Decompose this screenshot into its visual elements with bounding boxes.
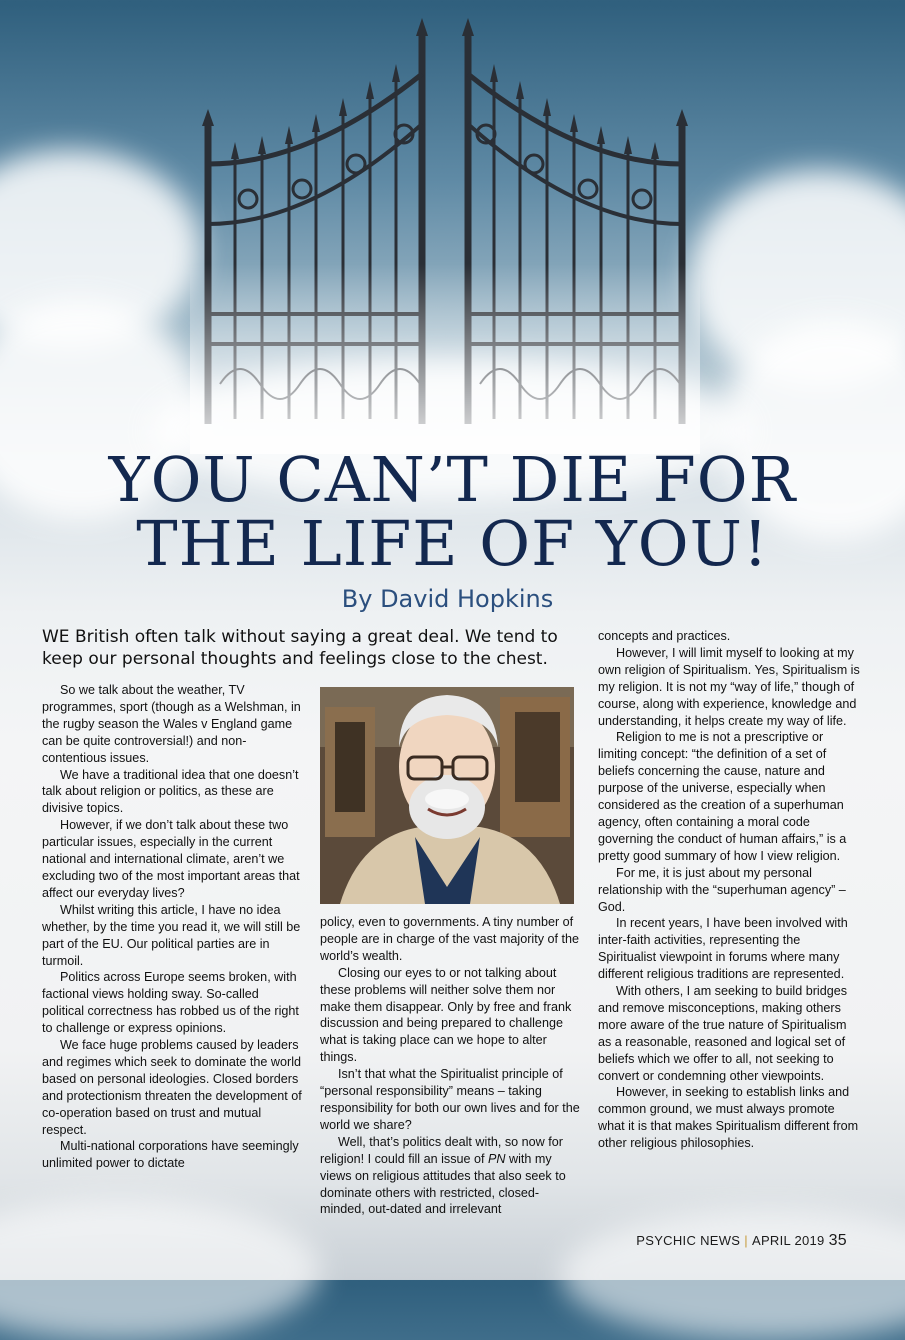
- page-footer: [636, 1232, 847, 1250]
- paragraph: Closing our eyes to or not talking about these problems will neither solve them nor make them disappear. Only by free and frank discussion and being prepared to challenge what is taking place can we hope to alter things.: [320, 965, 572, 1065]
- paragraph: We have a traditional idea that one doesn’t talk about religion or politics, as these are divisive topics.: [42, 767, 299, 816]
- paragraph: For me, it is just about my personal relationship with the “superhuman agency” – God.: [598, 865, 846, 914]
- paragraph: Whilst writing this article, I have no idea whether, by the time you read it, we will still be part of the EU. Our political parties are in turmoil.: [42, 902, 301, 968]
- paragraph: policy, even to governments. A tiny number of people are in charge of the vast majority of the world’s wealth.: [320, 915, 580, 963]
- cloud: [560, 1210, 905, 1340]
- intro-paragraph: WE British often talk without saying a great deal. We tend to keep our personal thoughts and feelings close to the chest.: [42, 627, 558, 669]
- heaven-gates-illustration: [190, 14, 700, 454]
- paragraph: So we talk about the weather, TV programmes, sport (though as a Welshman, in the rugby season the Wales v England game can be quite controversial!) and non-contentious issues.: [42, 683, 301, 765]
- page-number: 35: [828, 1232, 847, 1249]
- paragraph: With others, I am seeking to build bridges and remove misconceptions, making others more aware of the true nature of Spiritualism as a reasonable, reasoned and logical set of beliefs which we offer to all, not seeking to convert or condemning other viewpoints.: [598, 984, 847, 1083]
- paragraph-text: Well, that’s politics dealt with, so now for religion! I could fill an issue of: [320, 1134, 563, 1166]
- paragraph: Religion to me is not a prescriptive or limiting concept: “the definition of a set of beliefs concerning the cause, nature and purpose of the universe, especially when considered as the creation of a superhuman agency, often containing a moral code governing the conduct of human affairs,” is a pretty good summary of how I view religion.: [598, 730, 847, 863]
- text-column-2: [320, 914, 580, 1218]
- publication-name: PSYCHIC NEWS: [636, 1233, 741, 1248]
- author-photo: [320, 687, 574, 904]
- paragraph: Multi-national corporations have seemingly unlimited power to dictate: [42, 1139, 299, 1171]
- paragraph: [320, 1134, 580, 1219]
- paragraph-text: with my views on religious attitudes that also seek to dominate others with restricted, closed-minded, out-dated and irrelevant: [320, 1151, 566, 1217]
- article-title: [0, 443, 905, 580]
- paragraph: However, in seeking to establish links and common ground, we must always promote what it is that makes Spiritualism different from other religious philosophies.: [598, 1085, 859, 1151]
- paragraph: concepts and practices.: [598, 629, 731, 643]
- publication-abbrev: PN: [488, 1151, 506, 1166]
- text-column-1: [42, 682, 302, 1172]
- title-line-2: THE LIFE OF YOU!: [136, 507, 769, 580]
- footer-separator: |: [744, 1233, 748, 1248]
- byline: By David Hopkins: [341, 585, 554, 613]
- paragraph: Politics across Europe seems broken, with factional views holding sway. So-called political correctness has robbed us of the right to challenge or express opinions.: [42, 970, 299, 1036]
- text-column-3: [598, 628, 860, 1152]
- title-line-1: YOU CAN’T DIE FOR: [108, 443, 797, 516]
- cloud: [0, 1200, 320, 1340]
- paragraph: Isn’t that what the Spiritualist principle of “personal responsibility” means – taking responsibility for both our own lives and for the world we share?: [320, 1067, 580, 1132]
- paragraph: However, I will limit myself to looking at my own religion of Spiritualism. Yes, Spiritualism is my religion. It is not my “way of life,” though of course, along with experience, knowledge and understanding, it helps create my way of life.: [598, 645, 860, 728]
- issue-date: APRIL 2019: [751, 1233, 825, 1248]
- paragraph: In recent years, I have been involved with inter-faith activities, representing the Spiritualist viewpoint in forums where many different religious traditions are represented.: [598, 916, 848, 982]
- paragraph: We face huge problems caused by leaders and regimes which seek to dominate the world based on personal ideologies. Closed borders and protectionism threaten the development of co-operation based on trust and mutual respect.: [42, 1038, 302, 1137]
- paragraph: However, if we don’t talk about these two particular issues, especially in the current national and international climate, aren’t we excluding two of the most important areas that affect our everyday lives?: [42, 818, 300, 900]
